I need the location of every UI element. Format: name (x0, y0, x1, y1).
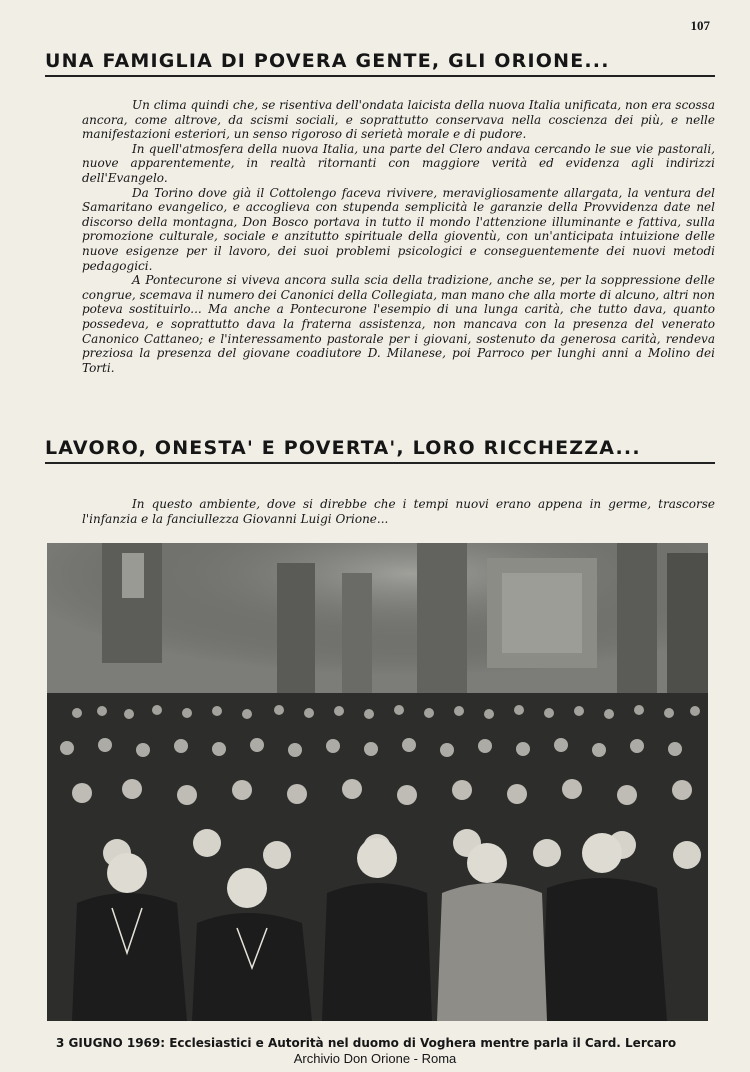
section-text-famiglia (82, 98, 715, 375)
cathedral-audience-photo (47, 543, 708, 1021)
section-text-lavoro (82, 497, 715, 526)
archive-label: Archivio Don Orione - Roma (293, 1051, 457, 1066)
paragraph: Da Torino dove già il Cottolengo faceva rivivere, meravigliosamente allargata, la ventura del Samaritano evangelico, e accoglieva con stupenda semplicità le garanzie della Provvidenza date nel discorso della montagna, Don Bosco portava in tutto il mondo l'attenzione illuminante e fattiva, sulla promozione culturale, sociale e anzitutto spirituale della gioventù, con un'anticipata intuizione delle nuove esigenze per il lavoro, dei suoi problemi psicologici e conseguentemente dei nuovi metodi pedagogici. (82, 185, 715, 273)
paragraph: A Pontecurone si viveva ancora sulla scia della tradizione, anche se, per la soppressione delle congrue, scemava il numero dei Canonici della Collegiata, man mano che alla morte di alcuno, altri non poteva sostituirlo... Ma anche a Pontecurone l'esempio di una lunga carità, che tutto dava, quanto possedeva, e soprattutto dava la fraterna assistenza, non mancava con la presenza del venerato Canonico Cattaneo; e l'interessamento pastorale per i giovani, sostenuto da generosa carità, rendeva preziosa la presenza del giovane coadiutore D. Milanese, poi Parroco per lunghi anni a Molino dei Torti. (82, 273, 715, 375)
section-heading-lavoro: LAVORO, ONESTA' E POVERTA', LORO RICCHEZZA... (45, 437, 715, 464)
photo-caption: 3 GIUGNO 1969: Ecclesiastici e Autorità nel duomo di Voghera mentre parla il Card. Lercaro (56, 1036, 677, 1050)
paragraph: In quell'atmosfera della nuova Italia, una parte del Clero andava cercando le sue vie pastorali, nuove apparentemente, in realtà ritornanti con maggiore verità ed evidenza agli indirizzi dell'Evangelo. (82, 141, 715, 185)
page-number: 107 (690, 18, 710, 33)
section-heading-famiglia: UNA FAMIGLIA DI POVERA GENTE, GLI ORIONE... (45, 50, 715, 77)
paragraph: Un clima quindi che, se risentiva dell'ondata laicista della nuova Italia unificata, non era scossa ancora, come altrove, da scismi sociali, e soprattutto conservava nella coscienza dei più, e nelle manifestazioni esteriori, un senso rigoroso di serietà morale e di pudore. (82, 98, 715, 142)
photo-illustration (47, 543, 708, 1021)
paragraph: In questo ambiente, dove si direbbe che i tempi nuovi erano appena in germe, trascorse l'infanzia e la fanciullezza Giovanni Luigi Orione... (82, 497, 715, 526)
